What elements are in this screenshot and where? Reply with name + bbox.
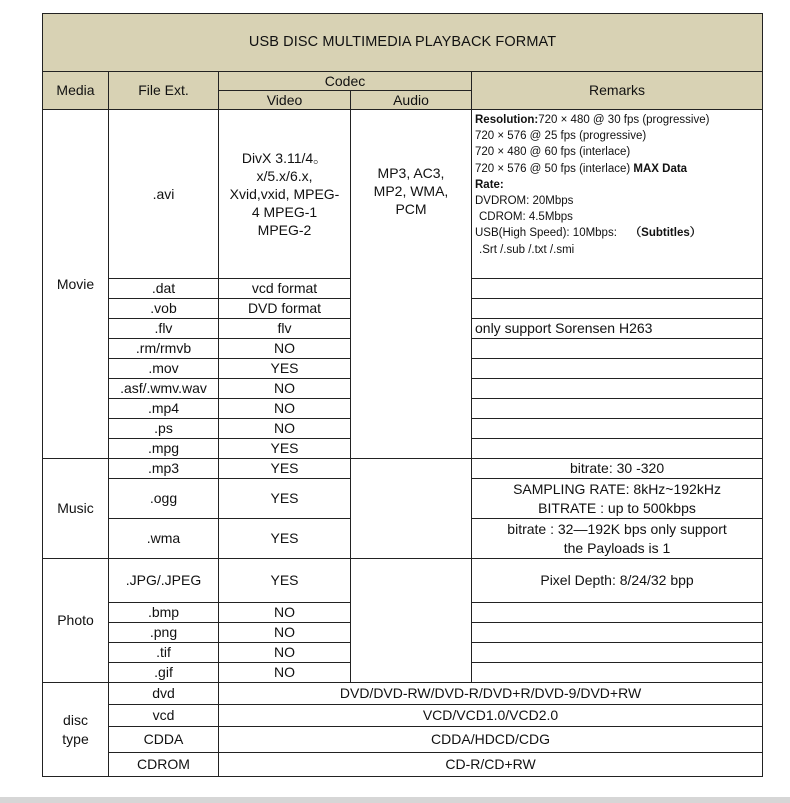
format-sheet — [42, 13, 763, 777]
video-cell: DVD format — [219, 299, 351, 319]
disc-value-cell: DVD/DVD-RW/DVD-R/DVD+R/DVD-9/DVD+RW — [219, 683, 763, 705]
ext-cell: .mov — [109, 359, 219, 379]
remarks-cell — [472, 439, 763, 459]
ext-cell: .png — [109, 623, 219, 643]
remarks-cell — [472, 339, 763, 359]
video-cell: YES — [219, 439, 351, 459]
ext-cell: .dat — [109, 279, 219, 299]
remarks-cell — [472, 379, 763, 399]
ext-cell: .bmp — [109, 603, 219, 623]
ext-cell: vcd — [109, 705, 219, 727]
remarks-cell — [472, 359, 763, 379]
remarks-cell — [472, 603, 763, 623]
ext-avi: .avi — [109, 110, 219, 279]
remarks-cell: SAMPLING RATE: 8kHz~192kHz BITRATE : up to 500kbps — [472, 479, 763, 519]
ext-cell: .mp3 — [109, 459, 219, 479]
ext-cell: .JPG/.JPEG — [109, 559, 219, 603]
video-cell: NO — [219, 643, 351, 663]
video-cell: vcd format — [219, 279, 351, 299]
remarks-avi: Resolution:720 × 480 @ 30 fps (progressive) 720 × 576 @ 25 fps (progressive) 720 × 480 @ 60 fps (interlace) 720 × 576 @ 50 fps (interlace) MAX Data Rate: DVDROM: 20Mbps CDROM: 4.5Mbps USB(High Speed): 10Mbps: （Subtitles） .Srt /.sub /.txt /.smi — [472, 110, 763, 279]
remarks-cell: bitrate : 32—192K bps only support the Payloads is 1 — [472, 519, 763, 559]
video-cell: NO — [219, 339, 351, 359]
ext-cell: .vob — [109, 299, 219, 319]
ext-cell: .mpg — [109, 439, 219, 459]
page-bottom-divider — [0, 797, 790, 803]
group-disc-type: disc type — [43, 683, 109, 777]
table-row-avi — [43, 110, 763, 279]
ext-cell: .rm/rmvb — [109, 339, 219, 359]
video-cell: YES — [219, 559, 351, 603]
video-cell: NO — [219, 663, 351, 683]
group-movie: Movie — [43, 110, 109, 459]
disc-value-cell: VCD/VCD1.0/VCD2.0 — [219, 705, 763, 727]
audio-cell — [351, 459, 472, 559]
video-cell: NO — [219, 379, 351, 399]
ext-cell: .ogg — [109, 479, 219, 519]
table-row — [43, 753, 763, 777]
header-audio: Audio — [351, 91, 472, 110]
remarks-cell — [472, 399, 763, 419]
video-cell: NO — [219, 419, 351, 439]
disc-value-cell: CD-R/CD+RW — [219, 753, 763, 777]
table-row — [43, 459, 763, 479]
ext-cell: dvd — [109, 683, 219, 705]
remarks-cell — [472, 299, 763, 319]
header-file-ext: File Ext. — [109, 72, 219, 110]
ext-cell: CDDA — [109, 727, 219, 753]
ext-cell: .mp4 — [109, 399, 219, 419]
remarks-cell: Pixel Depth: 8/24/32 bpp — [472, 559, 763, 603]
table-title: USB DISC MULTIMEDIA PLAYBACK FORMAT — [43, 14, 763, 72]
audio-cell — [351, 559, 472, 683]
group-music: Music — [43, 459, 109, 559]
remarks-cell: only support Sorensen H263 — [472, 319, 763, 339]
header-remarks: Remarks — [472, 72, 763, 110]
header-codec: Codec — [219, 72, 472, 91]
header-video: Video — [219, 91, 351, 110]
video-cell: NO — [219, 603, 351, 623]
ext-cell: .asf/.wmv.wav — [109, 379, 219, 399]
ext-cell: .ps — [109, 419, 219, 439]
video-cell: NO — [219, 399, 351, 419]
remarks-cell — [472, 643, 763, 663]
header-media: Media — [43, 72, 109, 110]
title-row — [43, 14, 763, 72]
remarks-cell: bitrate: 30 -320 — [472, 459, 763, 479]
header-row-1 — [43, 72, 763, 91]
group-photo: Photo — [43, 559, 109, 683]
table-row — [43, 705, 763, 727]
video-cell: flv — [219, 319, 351, 339]
ext-cell: CDROM — [109, 753, 219, 777]
table-row — [43, 727, 763, 753]
remarks-cell — [472, 419, 763, 439]
ext-cell: .gif — [109, 663, 219, 683]
ext-cell: .wma — [109, 519, 219, 559]
video-cell: YES — [219, 359, 351, 379]
video-cell: YES — [219, 459, 351, 479]
video-cell: YES — [219, 519, 351, 559]
playback-format-table — [42, 13, 763, 777]
video-cell: YES — [219, 479, 351, 519]
remarks-cell — [472, 279, 763, 299]
table-row — [43, 683, 763, 705]
remarks-cell — [472, 663, 763, 683]
ext-cell: .tif — [109, 643, 219, 663]
video-cell: NO — [219, 623, 351, 643]
audio-movie: MP3, AC3, MP2, WMA, PCM — [351, 110, 472, 459]
ext-cell: .flv — [109, 319, 219, 339]
remarks-cell — [472, 623, 763, 643]
video-avi: DivX 3.11/4。 x/5.x/6.x, Xvid,vxid, MPEG- 4 MPEG-1 MPEG-2 — [219, 110, 351, 279]
disc-value-cell: CDDA/HDCD/CDG — [219, 727, 763, 753]
table-row — [43, 559, 763, 603]
